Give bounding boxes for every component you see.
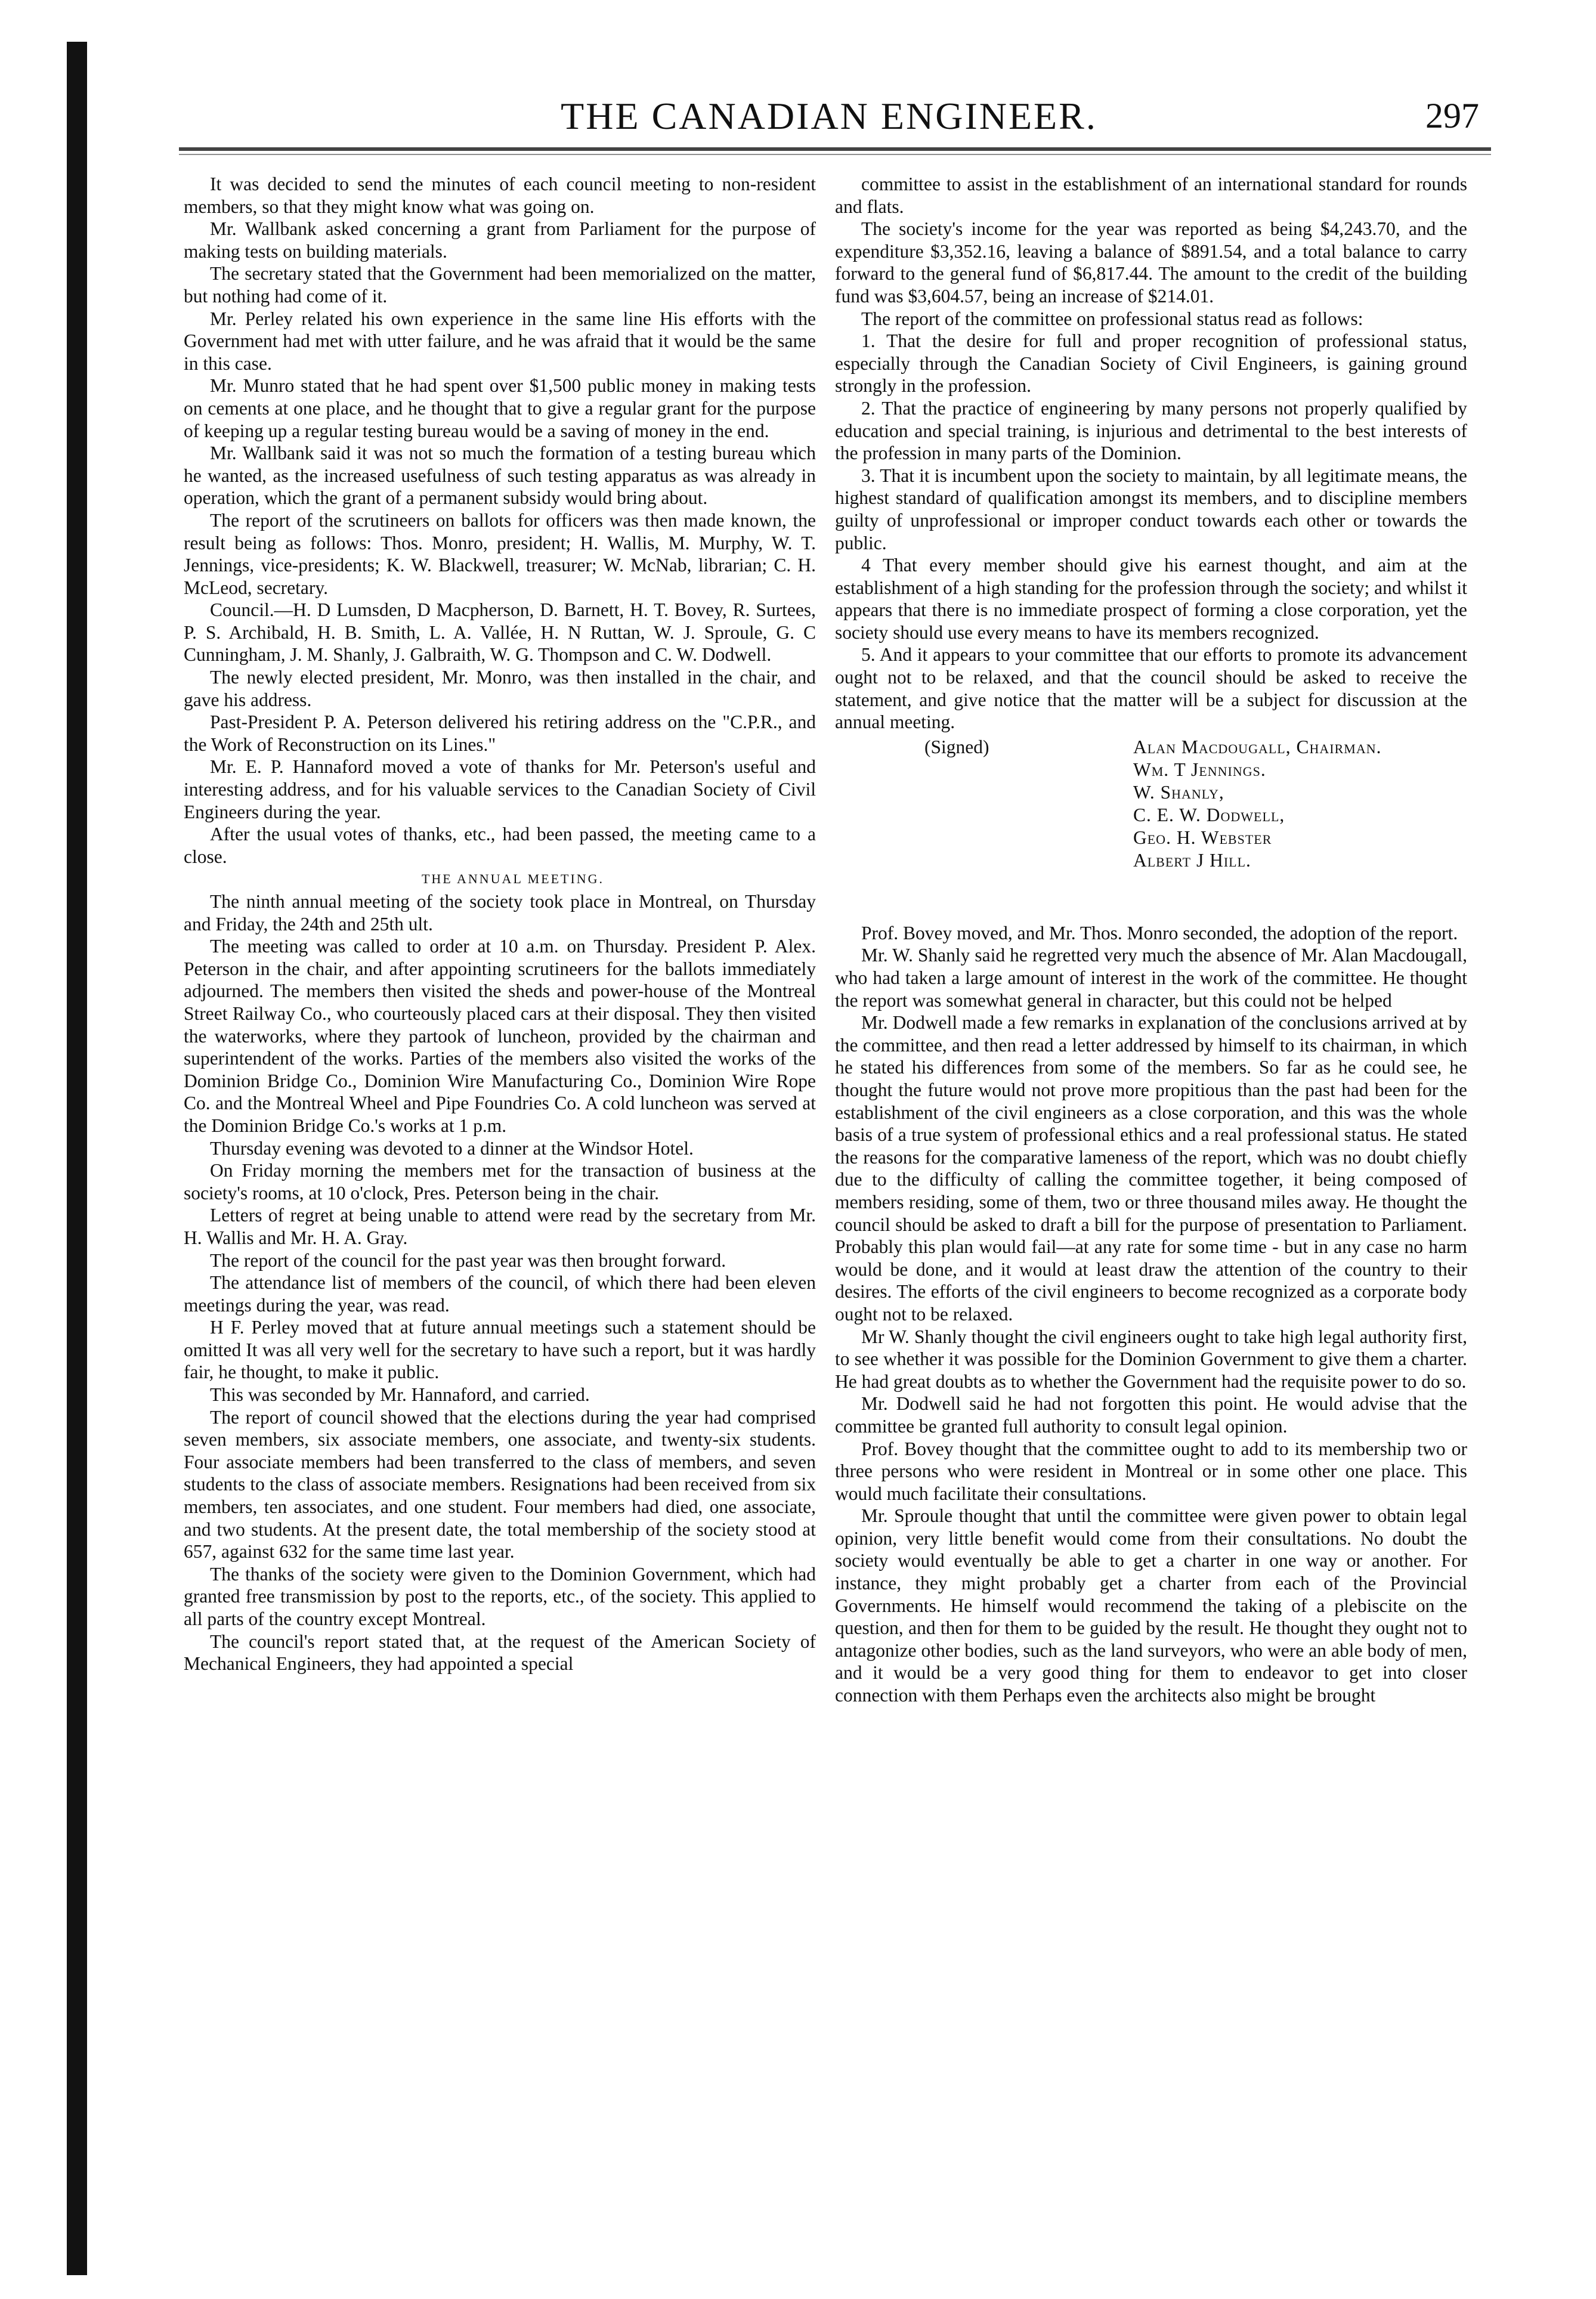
header-rule [179,147,1491,151]
left-paragraphs-after-heading [184,890,816,1675]
paragraph: Thursday evening was devoted to a dinner at the Windsor Hotel. [210,1137,694,1159]
paragraph: On Friday morning the members met for the transaction of business at the society's rooms, at 10 o'clock, Pres. Peterson being in the chair. [184,1160,816,1203]
paragraph: The attendance list of members of the council, of which there had been eleven meetings during the year, was read. [184,1272,816,1316]
paragraph: Mr. Wallbank asked concerning a grant from Parliament for the purpose of making tests on building materials. [184,218,816,262]
paragraph: After the usual votes of thanks, etc., had been passed, the meeting came to a close. [184,824,816,867]
paragraph: This was seconded by Mr. Hannaford, and carried. [210,1384,590,1406]
paragraph: Mr. W. Shanly said he regretted very much the absence of Mr. Alan Macdougall, who had taken a large amount of interest in the work of the committee. He thought the report was somewhat general in character, but this could not be helped [835,945,1467,1011]
paragraph: The secretary stated that the Government had been memorialized on the matter, but nothing had come of it. [184,263,816,307]
signer-name: Albert J Hill. [1133,849,1251,871]
page-number: 297 [1425,96,1479,135]
paragraph: The report of the scrutineers on ballots for officers was then made known, the result being as follows: Thos. Monro, president; H. Wallis, M. Murphy, W. T. Jennings, vice-presidents; K. W. Blackwell, treasurer; W. McNab, librarian; C. H. McLeod, secretary. [184,509,816,598]
paragraph: Council.—H. D Lumsden, D Macpherson, D. Barnett, H. T. Bovey, R. Surtees, P. S. Archibald, H. B. Smith, L. A. Vallée, H. N Ruttan, W. J. Sproule, G. C Cunningham, J. M. Shanly, J. Galbraith, W. G. Thompson and C. W. Dodwell. [184,599,816,666]
header-rule-thin [179,154,1491,155]
paragraph: committee to assist in the establishment of an international standard for rounds and flats. [835,174,1467,217]
signer-name: Geo. H. Webster [1133,827,1272,848]
signer-name: W. Shanly, [1133,781,1224,803]
paragraph: Mr. Munro stated that he had spent over $1,500 public money in making tests on cements at one place, and he thought that to give a regular grant for the purpose of keeping up a regular testing bureau would be a saving of money in the end. [184,375,816,441]
paragraph: The meeting was called to order at 10 a.m. on Thursday. President P. Alex. Peterson in the chair, and after appointing scrutineers for the ballots immediately adjourned. The members then visited the sheds and power-house of the Montreal Street Railway Co., who courteously placed cars at their disposal. They then visited the waterworks, where they partook of luncheon, provided by the chairman and superintendent of the works. Parties of the members also visited the works of the Dominion Bridge Co., Dominion Wire Manufacturing Co., Dominion Wire Rope Co. and the Montreal Wheel and Pipe Foundries Co. A cold luncheon was served at the Dominion Bridge Co.'s works at 1 p.m. [184,936,816,1136]
signed-label: (Signed) [924,736,989,757]
paragraph: Mr. E. P. Hannaford moved a vote of thanks for Mr. Peterson's useful and interesting address, and for his valuable services to the Canadian Society of Civil Engineers during the year. [184,756,816,822]
paragraph: 4 That every member should give his earnest thought, and aim at the establishment of a high standing for the profession through the society; and whilst it appears that there is no immediate prospect of forming a close corporation, yet the society should use every means to have its members recognized. [835,555,1467,643]
paragraph: H F. Perley moved that at future annual meetings such a statement should be omitted It was all very well for the secretary to have such a report, but it was hardly fair, he thought, to make it public. [184,1317,816,1383]
right-paragraphs-before-signed [835,173,1467,734]
signer-name: Wm. T Jennings. [1133,759,1266,780]
paragraph: 2. That the practice of engineering by many persons not properly qualified by education and special training, is injurious and detrimental to the best interests of the profession in many parts of the Dominion. [835,397,1467,464]
paragraph: Mr. Sproule thought that until the committee were given power to obtain legal opinion, very little benefit would come from their consultations. No doubt the society would eventually be able to get a charter in one way or another. For instance, they might probably get a charter from each of the Provincial Governments. He himself would recommend the taking of a plebiscite on the question, and then for them to be guided by the result. He thought they ought not to antagonize other bodies, such as the land surveyors, who were an able body of men, and it would be a very good thing for them to endeavor to get into closer connection with them Perhaps even the architects also might be brought [835,1505,1467,1706]
paragraph: Mr W. Shanly thought the civil engineers ought to take high legal authority first, to see whether it was possible for the Dominion Government to give them a charter. He had great doubts as to whether the Government had the requisite power to do so. [835,1326,1467,1392]
signature-block [835,736,1467,915]
paragraph: Mr. Wallbank said it was not so much the formation of a testing bureau which he wanted, as the increased usefulness of such testing apparatus as was already in operation, which the grant of a permanent subsidy would bring about. [184,443,816,509]
page-header [179,89,1497,155]
section-heading-annual-meeting: THE ANNUAL MEETING. [421,871,605,887]
signer-name: Alan Macdougall, Chairman. [1133,736,1382,757]
paragraph: Letters of regret at being unable to attend were read by the secretary from Mr. H. Wallis and Mr. H. A. Gray. [184,1205,816,1248]
paragraph: Mr. Perley related his own experience in the same line His efforts with the Government had met with utter failure, and he was afraid that it would be the same in this case. [184,308,816,374]
right-column [835,173,1467,2272]
paragraph: 5. And it appears to your committee that our efforts to promote its advancement ought not to be relaxed, and that the council should be asked to receive the statement, and give notice that the matter will be a subject for discussion at the annual meeting. [835,644,1467,733]
right-paragraphs-after-signed [835,922,1467,1707]
paragraph: The council's report stated that, at the request of the American Society of Mechanical Engineers, they had appointed a special [184,1630,816,1675]
paragraph: The report of the council for the past year was then brought forward. [210,1249,726,1271]
paragraph: Prof. Bovey thought that the committee ought to add to its membership two or three persons who were resident in Montreal or in some other one place. This would much facilitate their consultations. [835,1438,1467,1504]
page-binding-edge [67,42,87,2275]
paragraph: 1. That the desire for full and proper recognition of professional status, especially through the Canadian Society of Civil Engineers, is gaining ground strongly in the profession. [835,330,1467,397]
left-paragraphs-before-heading [184,173,816,868]
paragraph: The newly elected president, Mr. Monro, was then installed in the chair, and gave his address. [184,667,816,710]
paragraph: The thanks of the society were given to the Dominion Government, which had granted free transmission by post to the reports, etc., of the society. This applied to all parts of the country except Montreal. [184,1563,816,1629]
paragraph: Mr. Dodwell made a few remarks in explanation of the conclusions arrived at by the committee, and then read a letter addressed by himself to its chairman, in which he stated his differences from some of the members. So far as he could see, he thought the future would not prove more propitious than the past had been for the establishment of the civil engineers as a close corporation, and this was the whole basis of a true system of professional ethics and a real professional status. He stated the reasons for the comparative lameness of the report, which was no doubt chiefly due to the difficulty of calling the committee together, it being composed of members residing, some of them, two or three thousand miles away. He thought the council should be asked to draft a bill for the purpose of presentation to Parliament. Probably this plan would fail—at any rate for some time - but in any case no harm would be done, and it would at least draw the attention of the country to their desires. The efforts of the civil engineers to become recognized as a corporate body ought not to be relaxed. [835,1012,1467,1325]
paragraph: Prof. Bovey moved, and Mr. Thos. Monro seconded, the adoption of the report. [861,922,1458,943]
journal-title: THE CANADIAN ENGINEER. [561,95,1097,137]
paragraph: It was decided to send the minutes of each council meeting to non-resident members, so that they might know what was going on. [184,174,816,217]
paragraph: Mr. Dodwell said he had not forgotten this point. He would advise that the committee be granted full authority to consult legal opinion. [835,1393,1467,1437]
paragraph: The society's income for the year was reported as being $4,243.70, and the expenditure $3,352.16, leaving a balance of $891.54, and a total balance to carry forward to the general fund of $6,817.44. The amount to the credit of the building fund was $3,604.57, being an increase of $214.01. [835,218,1467,307]
paragraph: The report of the committee on professional status read as follows: [861,308,1363,329]
left-column [184,173,816,2272]
paragraph: The ninth annual meeting of the society took place in Montreal, on Thursday and Friday, the 24th and 25th ult. [184,891,816,935]
paragraph: Past-President P. A. Peterson delivered his retiring address on the "C.P.R., and the Work of Reconstruction on its Lines." [184,711,816,755]
paragraph: 3. That it is incumbent upon the society to maintain, by all legitimate means, the highest standard of qualification amongst its members, and to discipline members guilty of unprofessional or improper conduct towards each other or towards the public. [835,465,1467,553]
paragraph: The report of council showed that the elections during the year had comprised seven members, six associate members, one associate, and twenty-six students. Four associate members had been transferred to the class of members, and seven students to the class of associate members. Resignations had been received from six members, ten associates, and one student. Four members had died, one associate, and two students. At the present date, the total membership of the society stood at 657, against 632 for the same time last year. [184,1406,816,1562]
signer-name: C. E. W. Dodwell, [1133,804,1285,825]
